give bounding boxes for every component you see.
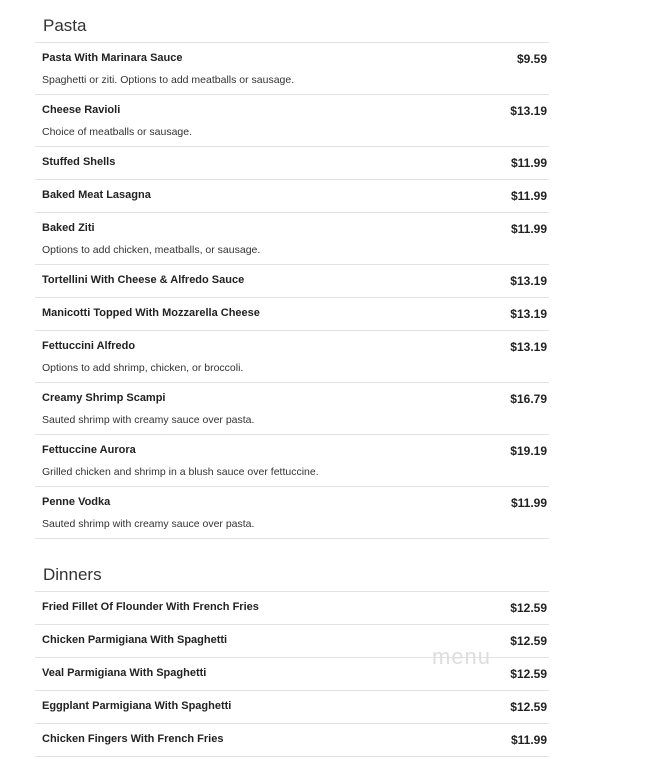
item-description: Sauted shrimp with creamy sauce over pasta.: [42, 518, 255, 530]
item-name: Fried Fillet Of Flounder With French Fries: [42, 601, 259, 613]
section-title: Dinners: [35, 561, 549, 592]
item-name: Baked Meat Lasagna: [42, 189, 151, 201]
item-price: $11.99: [510, 496, 547, 510]
menu-item[interactable]: [35, 298, 549, 331]
item-price: $11.99: [510, 733, 547, 747]
menu-item[interactable]: [35, 487, 549, 539]
item-name: Manicotti Topped With Mozzarella Cheese: [42, 307, 260, 319]
item-description: Grilled chicken and shrimp in a blush sauce over fettuccine.: [42, 466, 319, 478]
item-price: $11.99: [510, 222, 547, 236]
item-name: Chicken Fingers With French Fries: [42, 733, 224, 745]
item-price: $19.19: [510, 444, 547, 458]
item-price: $12.59: [510, 634, 547, 648]
item-price: $13.19: [510, 340, 547, 354]
item-price: $12.59: [510, 667, 547, 681]
menu-item[interactable]: [35, 331, 549, 383]
item-price: $11.99: [510, 189, 547, 203]
item-name: Baked Ziti: [42, 222, 95, 234]
item-name: Stuffed Shells: [42, 156, 116, 168]
item-description: Options to add chicken, meatballs, or sausage.: [42, 244, 261, 256]
item-name: Creamy Shrimp Scampi: [42, 392, 166, 404]
item-description: Sauted shrimp with creamy sauce over pasta.: [42, 414, 255, 426]
menu-item[interactable]: [35, 691, 549, 724]
watermark-logo: menu: [432, 644, 492, 669]
menu-item[interactable]: [35, 592, 549, 625]
item-price: $12.59: [510, 700, 547, 714]
menu-item[interactable]: [35, 147, 549, 180]
item-name: Penne Vodka: [42, 496, 111, 508]
item-price: $13.19: [510, 307, 547, 321]
section-title: Pasta: [35, 12, 549, 43]
item-name: Eggplant Parmigiana With Spaghetti: [42, 700, 232, 712]
item-price: $9.59: [516, 52, 547, 66]
item-description: Choice of meatballs or sausage.: [42, 126, 192, 138]
item-description: Spaghetti or ziti. Options to add meatballs or sausage.: [42, 74, 295, 86]
item-name: Cheese Ravioli: [42, 104, 121, 116]
item-name: Chicken Parmigiana With Spaghetti: [42, 634, 228, 646]
menu-section-pasta: [35, 12, 549, 539]
item-name: Veal Parmigiana With Spaghetti: [42, 667, 207, 679]
menu-item[interactable]: [35, 724, 549, 757]
item-name: Fettuccini Alfredo: [42, 340, 136, 352]
item-name: Tortellini With Cheese & Alfredo Sauce: [42, 274, 245, 286]
item-price: $13.19: [510, 274, 547, 288]
item-price: $11.99: [510, 156, 547, 170]
menu-item[interactable]: [35, 435, 549, 487]
item-description: Options to add shrimp, chicken, or broccoli.: [42, 362, 244, 374]
menu-item[interactable]: [35, 383, 549, 435]
item-name: Pasta With Marinara Sauce: [42, 52, 183, 64]
menu-item[interactable]: [35, 180, 549, 213]
menu-item[interactable]: [35, 95, 549, 147]
item-price: $13.19: [510, 104, 547, 118]
item-price: $16.79: [510, 392, 547, 406]
item-name: Fettuccine Aurora: [42, 444, 136, 456]
menu-item[interactable]: [35, 265, 549, 298]
menu-item[interactable]: [35, 43, 549, 95]
item-price: $12.59: [510, 601, 547, 615]
menu-item[interactable]: [35, 213, 549, 265]
